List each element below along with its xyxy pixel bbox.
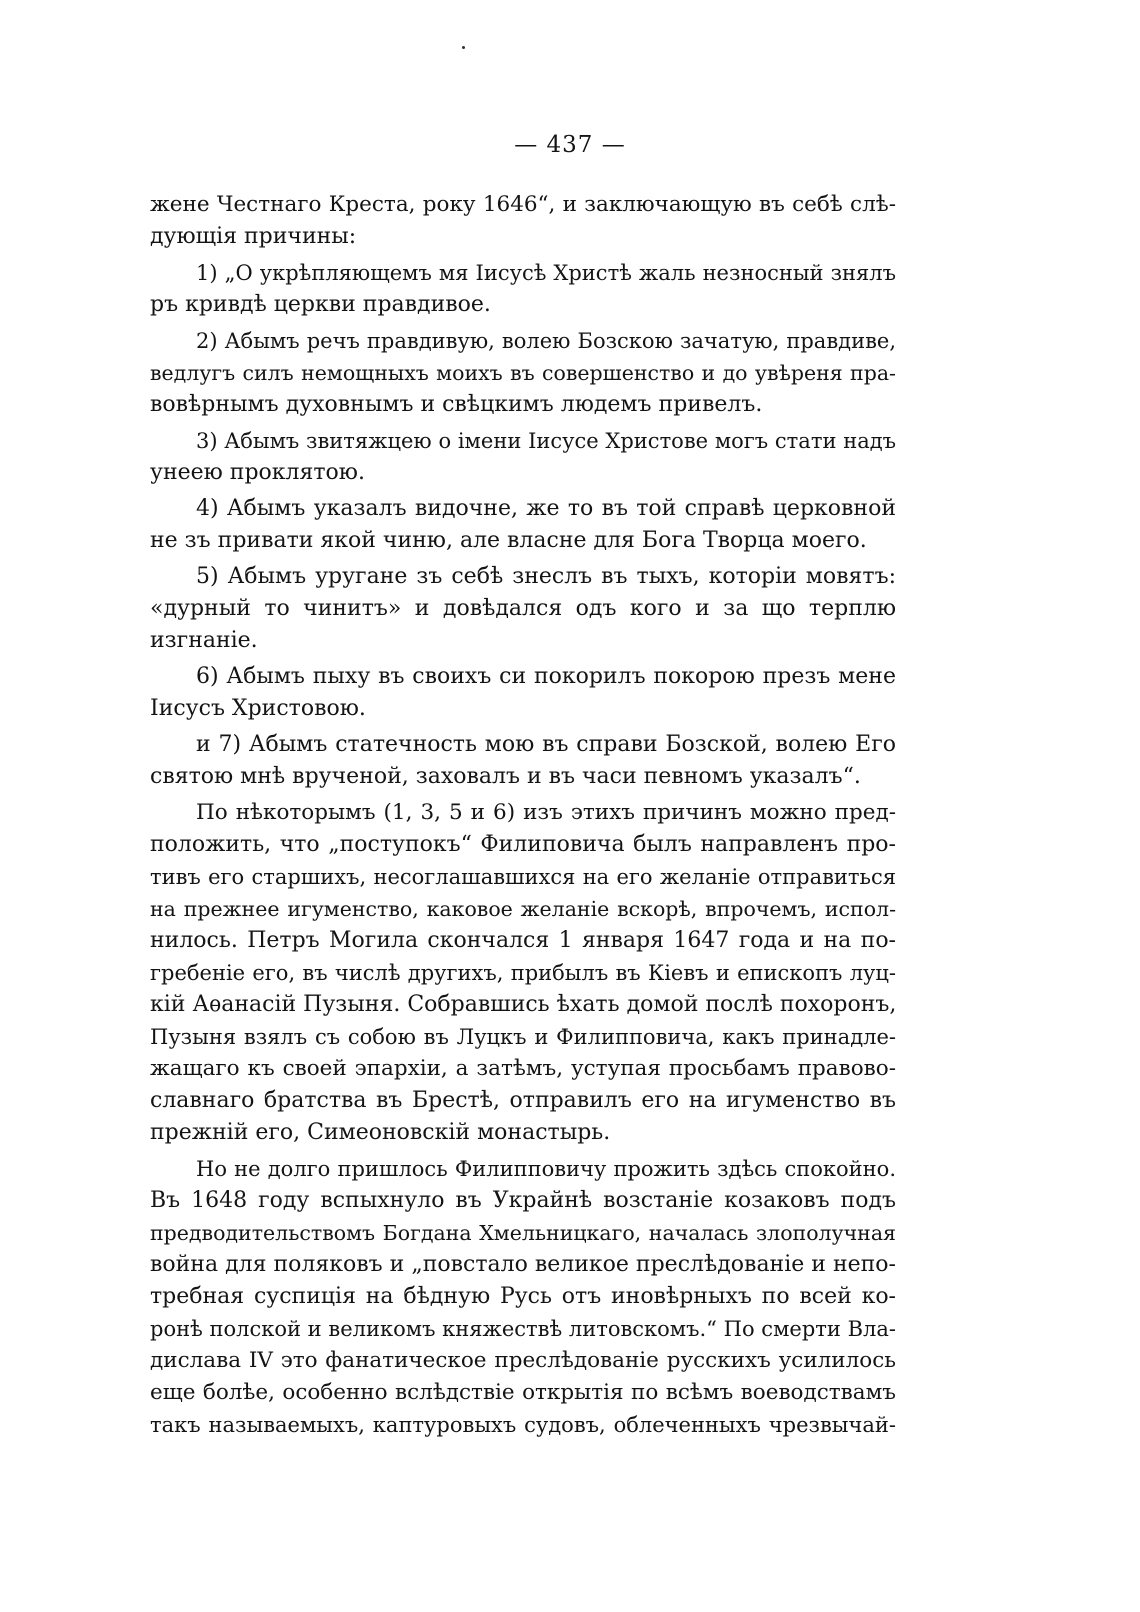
text-line: нилось. Петръ Могила скончался 1 января 1647 года и на по- (150, 928, 896, 953)
text-line: ронѣ полской и великомъ княжествѣ литовскомъ.“ По смерти Вла- (150, 1317, 896, 1341)
text-line: 4) Абымъ указалъ видочне, же то въ той справѣ церковной (196, 496, 896, 521)
text-line: и 7) Абымъ статечность мою въ справи Бозской, волею Его (196, 732, 896, 757)
text-line: 5) Абымъ уругане зъ себѣ знеслъ въ тыхъ, которіи мовятъ: (196, 564, 896, 589)
page-number: — 437 — (514, 132, 626, 158)
text-line: жене Честнаго Креста, року 1646“, и заключающую въ себѣ слѣ- (150, 192, 896, 217)
text-line: ръ кривдѣ церкви правдивое. (150, 292, 491, 317)
text-line: Въ 1648 году вспыхнуло въ Украйнѣ возстаніе козаковъ подъ (150, 1188, 896, 1213)
text-line: кій Аѳанасій Пузыня. Собравшись ѣхать домой послѣ похоронъ, (150, 992, 897, 1017)
text-line: Пузыня взялъ съ собою въ Луцкъ и Филипповича, какъ принадле- (150, 1025, 896, 1049)
text-line: ведлугъ силъ немощныхъ моихъ въ совершенство и до увѣреня пра- (150, 361, 896, 385)
text-line: «дурный то чинитъ» и довѣдался одъ кого и за що терплю (150, 596, 896, 621)
text-line: славнаго братства въ Брестѣ, отправилъ его на игуменство въ (150, 1088, 896, 1113)
text-line: прежній его, Симеоновскій монастырь. (150, 1120, 611, 1145)
text-line: изгнаніе. (150, 628, 258, 653)
text-line: дислава IV это фанатическое преслѣдованіе русскихъ усилилось (150, 1348, 896, 1373)
paper-speck (462, 46, 465, 49)
text-line: такъ называемыхъ, каптуровыхъ судовъ, облеченныхъ чрезвычай- (150, 1413, 896, 1437)
text-line: война для поляковъ и „повстало великое преслѣдованіе и непо- (150, 1252, 896, 1277)
text-line: гребеніе его, въ числѣ другихъ, прибылъ въ Кіевъ и епископъ луц- (150, 961, 896, 985)
text-line: 1) „О укрѣпляющемъ мя Іисусѣ Христѣ жаль незносный знялъ (196, 261, 896, 285)
text-line: вовѣрнымъ духовнымъ и свѣцкимъ людемъ привелъ. (150, 392, 763, 417)
text-line: предводительствомъ Богдана Хмельницкаго, началась злополучная (150, 1221, 896, 1245)
text-line: 2) Абымъ речъ правдивую, волею Бозскою зачатую, правдиве, (196, 329, 896, 353)
text-line: еще болѣе, особенно вслѣдствіе открытія по всѣмъ воеводствамъ (150, 1380, 896, 1405)
text-line: святою мнѣ врученой, заховалъ и въ часи певномъ указалъ“. (150, 764, 861, 789)
text-line: Но не долго пришлось Филипповичу прожить здѣсь спокойно. (196, 1157, 896, 1181)
text-line: дующія причины: (150, 224, 357, 249)
text-line: 3) Абымъ звитяжцею о імени Іисусе Христове могъ стати надъ (196, 429, 896, 453)
text-line: унеею проклятою. (150, 460, 365, 485)
text-line: жащаго къ своей эпархіи, а затѣмъ, уступая просьбамъ правово- (150, 1056, 896, 1081)
text-line: требная суспиція на бѣдную Русь отъ иновѣрныхъ по всей ко- (150, 1284, 896, 1309)
text-line: положить, что „поступокъ“ Филиповича былъ направленъ про- (150, 832, 896, 857)
text-line: Іисусъ Христовою. (150, 696, 366, 721)
text-line: 6) Абымъ пыху въ своихъ си покорилъ покорою презъ мене (196, 664, 896, 689)
text-line: не зъ привати якой чиню, але власне для Бога Творца моего. (150, 528, 867, 553)
text-line: на прежнее игуменство, каковое желаніе вскорѣ, впрочемъ, испол- (150, 897, 896, 921)
text-line: тивъ его старшихъ, несоглашавшихся на его желаніе отправиться (150, 865, 896, 889)
text-line: По нѣкоторымъ (1, 3, 5 и 6) изъ этихъ причинъ можно пред- (196, 800, 896, 825)
